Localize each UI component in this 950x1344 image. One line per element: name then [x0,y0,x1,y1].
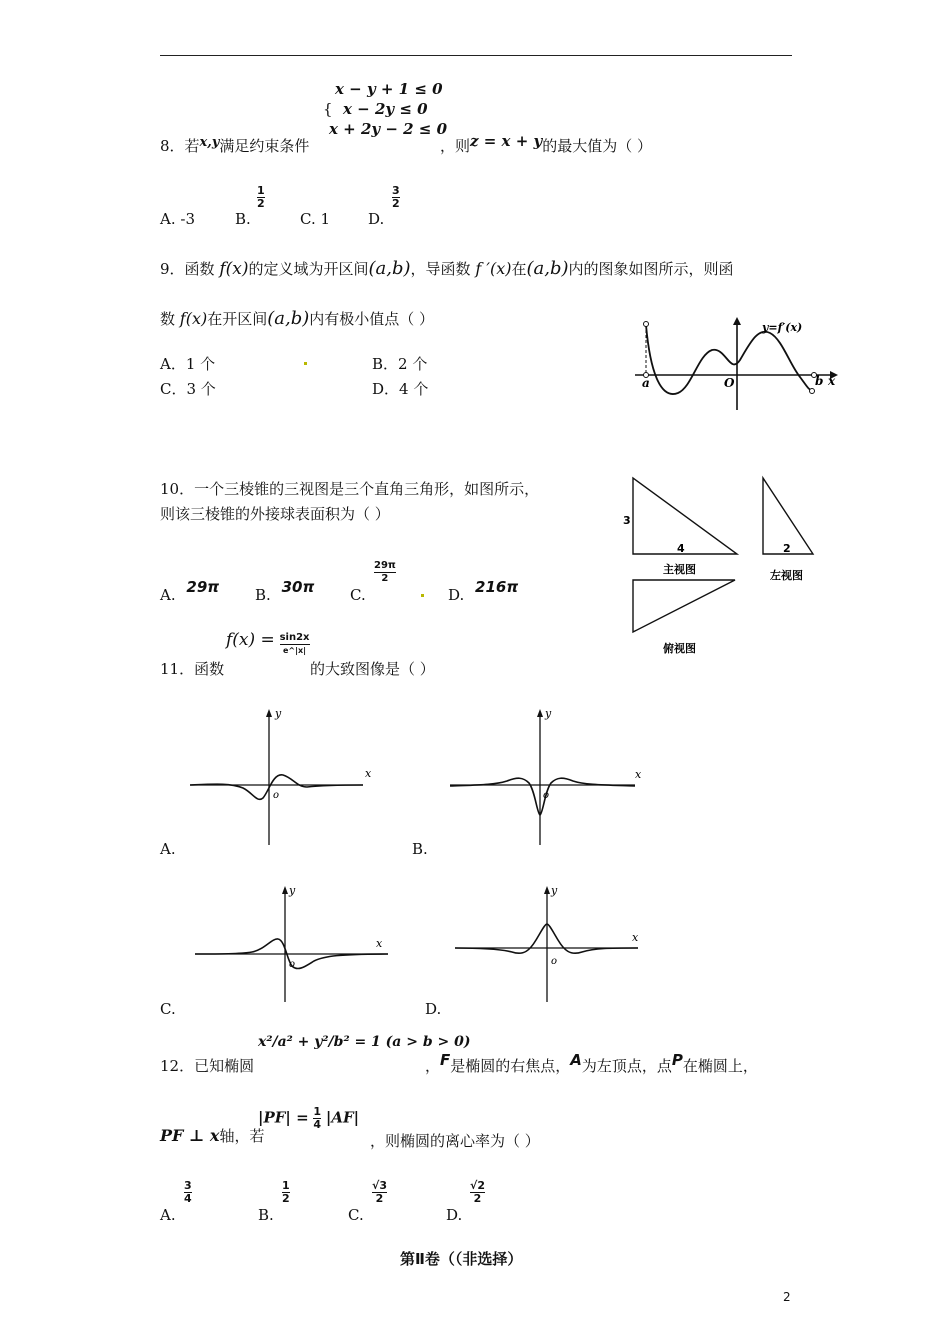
q8-objective: z = x + y [470,132,543,150]
q11-stem: 11．函数 [160,660,225,678]
dim-4: 4 [677,542,685,555]
q11-stem-tail: 的大致图像是（ ） [310,660,435,678]
option-fraction: 1 2 [257,184,265,210]
q11-option-d[interactable]: D. [425,1000,442,1018]
q9-text: 在 [511,260,527,278]
q8-then: ，则 [440,137,471,155]
q8-stem [160,135,309,156]
graph-label-o: O [724,376,735,390]
q9-interval: (a,b) [526,258,569,279]
svg-text:x: x [376,937,383,950]
graph-curve-label: y=f′(x) [762,321,803,334]
svg-text:y: y [545,707,552,720]
q12-ellipse-equation: x²/a² + y²/b² = 1 (a > b > 0) [258,1034,471,1050]
q11-formula: f(x) = $\frac{\sin 2x}{e\^{}|x|}$ [226,629,310,655]
q9-text: 在开区间 [207,310,268,328]
q8-brace: { [323,100,333,118]
q12-stem-line2: PF ⊥ x轴，若 [160,1126,265,1145]
q9-option-d: D．4 个 [372,380,429,398]
svg-text:y: y [551,884,558,897]
page-number: 2 [783,1290,791,1304]
q9-text: 内有极小值点（ ） [309,310,435,328]
stray-dot [421,594,424,597]
option-label: A. [160,210,176,228]
q9-fx: f(x) [219,259,249,279]
q12-cond2: |PF| = $\frac{1}{4}$ |AF| [258,1105,360,1131]
q8-option-c [300,210,330,228]
graph-label-a: a [642,376,650,390]
q9-fpx: f ′(x) [475,259,512,278]
q10-line2: 则该三棱锥的外接球表面积为（ ） [160,505,390,523]
q11-option-b[interactable]: B. [412,840,428,858]
q9-text: 数 [160,310,176,328]
graph-label-b: b [815,374,824,388]
side-view-label: 左视图 [770,569,803,582]
option-value: -3 [180,210,196,228]
q9-text: 的定义域为开区间 [248,260,369,278]
q11-graph-a [185,705,380,850]
q9-interval: (a,b) [267,308,310,329]
front-view-label: 主视图 [663,563,696,576]
svg-text:y: y [275,707,282,720]
svg-text:o: o [551,956,558,967]
dim-3: 3 [623,514,631,527]
top-view-label: 俯视图 [663,642,696,655]
option-label: B. [235,210,251,228]
q9-text: ，导函数 [410,260,471,278]
q10-three-views [615,470,830,660]
header-rule [160,55,792,56]
q9-option-c: C．3 个 [160,380,216,398]
q10-option-d: D. 216π [448,578,519,604]
q12-stem-line2-tail: ，则椭圆的离心率为（ ） [370,1132,540,1150]
q12-stem-line1: 12．已知椭圆 [160,1057,255,1075]
q8-mid: 满足约束条件 [219,137,310,155]
svg-text:o: o [273,790,280,801]
q9-option-a: A．1 个 [160,355,216,373]
q9-interval: (a,b) [368,258,411,279]
svg-text:y: y [289,884,296,897]
q9-prefix: 9．函数 [160,260,215,278]
q8-option-a [160,210,195,228]
q11-option-a[interactable]: A. [160,840,176,858]
top-view-triangle [633,580,735,632]
q11-graph-c [190,882,390,1007]
option-label: D. [368,210,385,228]
q10-option-a: A. 29π [160,578,220,604]
q9-fx: f(x) [179,309,208,328]
front-view-triangle [633,478,737,554]
q8-constraint-1: x − y + 1 ≤ 0 [335,80,443,98]
q8-constraint-3: x + 2y − 2 ≤ 0 [329,120,448,138]
q9-stem-line1 [160,258,734,279]
option-fraction: 3 2 [392,184,400,210]
svg-text:x: x [365,767,372,780]
option-value: 1 [320,210,331,228]
q8-suffix: 的最大值为（ ） [542,137,652,155]
q10-line1: 10．一个三棱锥的三视图是三个直角三角形，如图所示， [160,480,540,498]
graph-label-x: x [828,374,836,388]
q8-prefix: 8．若 [160,137,200,155]
q8-stem-tail [440,132,652,156]
dim-2: 2 [783,542,791,555]
q9-derivative-graph [630,315,845,415]
svg-text:o: o [543,790,550,801]
svg-text:x: x [635,768,642,781]
q9-text: 内的图象如图所示，则函 [568,260,734,278]
q11-option-c[interactable]: C. [160,1000,176,1018]
q10-option-b: B. 30π [255,578,315,604]
section-title: 第Ⅱ卷（（非选择） [400,1250,523,1268]
q11-graph-d [450,882,645,1007]
stray-dot [304,362,307,365]
q8-vars: x,y [199,135,220,150]
q9-option-b: B．2 个 [372,355,428,373]
q12-stem-line1-tail: ，F是椭圆的右焦点，A为左顶点，点P在椭圆上， [425,1051,758,1075]
q11-graph-b [445,705,645,850]
svg-text:o: o [289,959,296,970]
q9-stem-line2 [160,308,434,329]
option-label: C. [300,210,316,228]
svg-text:x: x [632,931,639,944]
q8-constraint-2: x − 2y ≤ 0 [343,100,428,118]
